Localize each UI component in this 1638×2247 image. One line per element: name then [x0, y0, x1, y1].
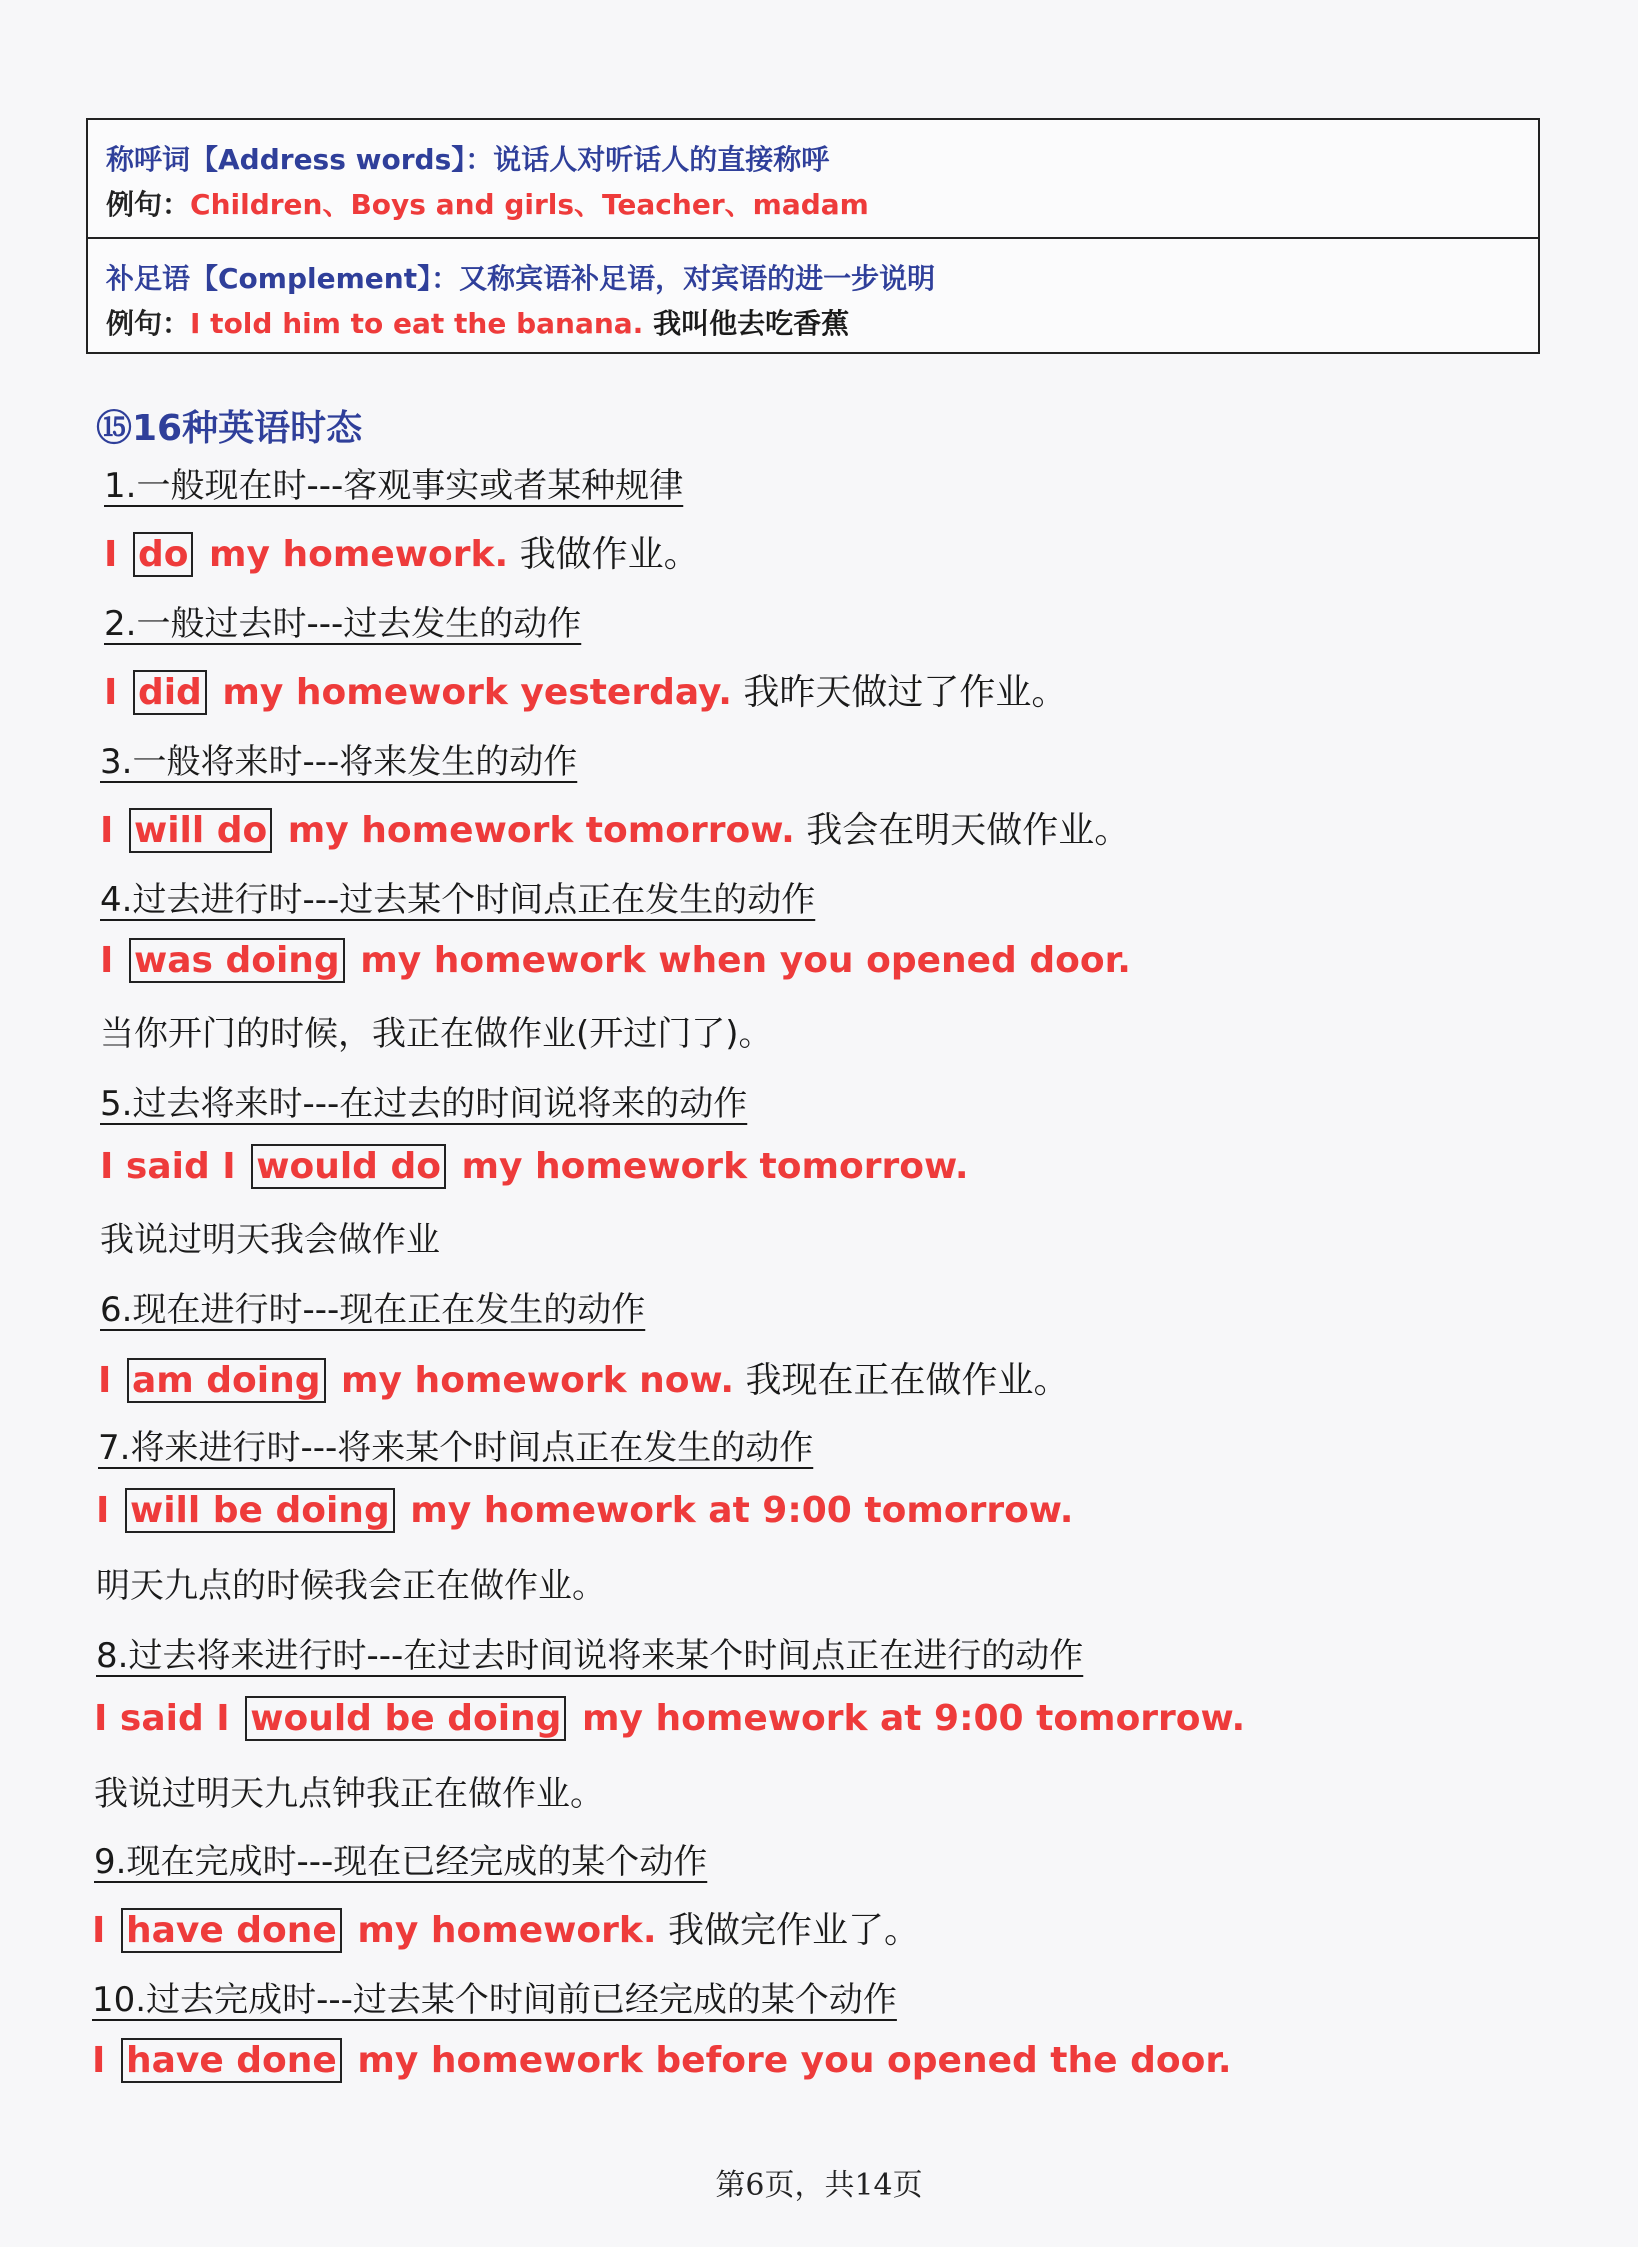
example-chinese: 我会在明天做作业。: [794, 810, 1131, 851]
example-pre: I: [92, 2040, 118, 2081]
tense-heading: 6.现在进行时---现在正在发生的动作: [100, 1290, 646, 1330]
example-pre: I: [100, 810, 126, 851]
example-chinese: 我昨天做过了作业。: [731, 672, 1068, 713]
example-chinese: 我叫他去吃香蕉: [653, 307, 850, 340]
tense-heading: 5.过去将来时---在过去的时间说将来的动作: [100, 1084, 748, 1124]
definitions-box: [86, 118, 1540, 354]
example-label: 例句：: [106, 307, 191, 340]
example-post: my homework.: [344, 1910, 657, 1951]
tense-heading: 8.过去将来进行时---在过去时间说将来某个时间点正在进行的动作: [96, 1636, 1084, 1676]
definition-title: 称呼词【Address words】：说话人对听话人的直接称呼: [106, 143, 830, 176]
example-english: Children、Boys and girls、Teacher、madam: [190, 188, 869, 221]
tense-heading: 2.一般过去时---过去发生的动作: [104, 604, 582, 644]
example-pre: I said I: [100, 1146, 249, 1187]
example-pre: I said I: [94, 1698, 243, 1739]
example-post: my homework yesterday.: [209, 672, 732, 713]
tense-example: [100, 940, 1131, 981]
tense-example: [104, 664, 1067, 715]
example-post: my homework.: [196, 534, 509, 575]
example-post: my homework tomorrow.: [275, 810, 795, 851]
tense-example: [94, 1698, 1245, 1739]
tense-example: [96, 1490, 1073, 1531]
tense-verb-box: would be doing: [245, 1696, 566, 1741]
tense-example: [100, 802, 1130, 853]
example-pre: I: [104, 672, 130, 713]
example-chinese: 我做完作业了。: [656, 1910, 920, 1951]
page-number: 第6页，共14页: [715, 2168, 923, 2203]
tense-verb-box: will be doing: [125, 1488, 395, 1533]
tense-example: [100, 1146, 969, 1187]
example-post: my homework at 9:00 tomorrow.: [569, 1698, 1246, 1739]
tense-translation: 明天九点的时候我会正在做作业。: [96, 1566, 606, 1606]
example-post: my homework tomorrow.: [448, 1146, 969, 1187]
example-post: my homework at 9:00 tomorrow.: [397, 1490, 1074, 1531]
example-pre: I: [98, 1360, 124, 1401]
example-pre: I: [100, 940, 126, 981]
definition-title: 补足语【Complement】：又称宾语补足语，对宾语的进一步说明: [106, 262, 936, 295]
tense-translation: 我说过明天我会做作业: [100, 1220, 440, 1260]
tense-heading: 4.过去进行时---过去某个时间点正在发生的动作: [100, 880, 816, 920]
tense-example: [104, 526, 700, 577]
example-chinese: 我现在正在做作业。: [734, 1360, 1070, 1401]
example-pre: I: [104, 534, 130, 575]
tense-example: [92, 2040, 1232, 2081]
definition-complement: [88, 237, 1538, 354]
tense-heading: 3.一般将来时---将来发生的动作: [100, 742, 578, 782]
example-post: my homework now.: [328, 1360, 735, 1401]
example-pre: I: [96, 1490, 122, 1531]
tense-verb-box: was doing: [129, 938, 345, 983]
tense-verb-box: did: [133, 670, 207, 715]
tense-heading: 1.一般现在时---客观事实或者某种规律: [104, 466, 684, 506]
definition-address-words: [88, 120, 1538, 237]
tense-translation: 当你开门的时候，我正在做作业(开过门了)。: [100, 1014, 773, 1054]
tense-verb-box: would do: [251, 1144, 446, 1189]
example-label: 例句：: [106, 188, 191, 221]
tense-heading: 7.将来进行时---将来某个时间点正在发生的动作: [98, 1428, 814, 1468]
tense-verb-box: have done: [121, 2038, 342, 2083]
definition-example: [106, 182, 1538, 228]
example-pre: I: [92, 1910, 118, 1951]
tense-verb-box: have done: [121, 1908, 342, 1953]
example-english: I told him to eat the banana.: [190, 307, 644, 340]
section-title: ⑮16种英语时态: [96, 408, 363, 449]
example-post: my homework when you opened door.: [347, 940, 1131, 981]
tense-verb-box: will do: [129, 808, 272, 853]
tense-example: [98, 1352, 1070, 1403]
tense-example: [92, 1902, 920, 1953]
definition-example: [106, 301, 1538, 347]
tense-verb-box: am doing: [127, 1358, 326, 1403]
tense-translation: 我说过明天九点钟我正在做作业。: [94, 1774, 604, 1814]
tense-heading: 9.现在完成时---现在已经完成的某个动作: [94, 1842, 708, 1882]
tense-heading: 10.过去完成时---过去某个时间前已经完成的某个动作: [92, 1980, 897, 2020]
example-chinese: 我做作业。: [508, 534, 700, 575]
tense-verb-box: do: [133, 532, 194, 577]
example-post: my homework before you opened the door.: [344, 2040, 1232, 2081]
